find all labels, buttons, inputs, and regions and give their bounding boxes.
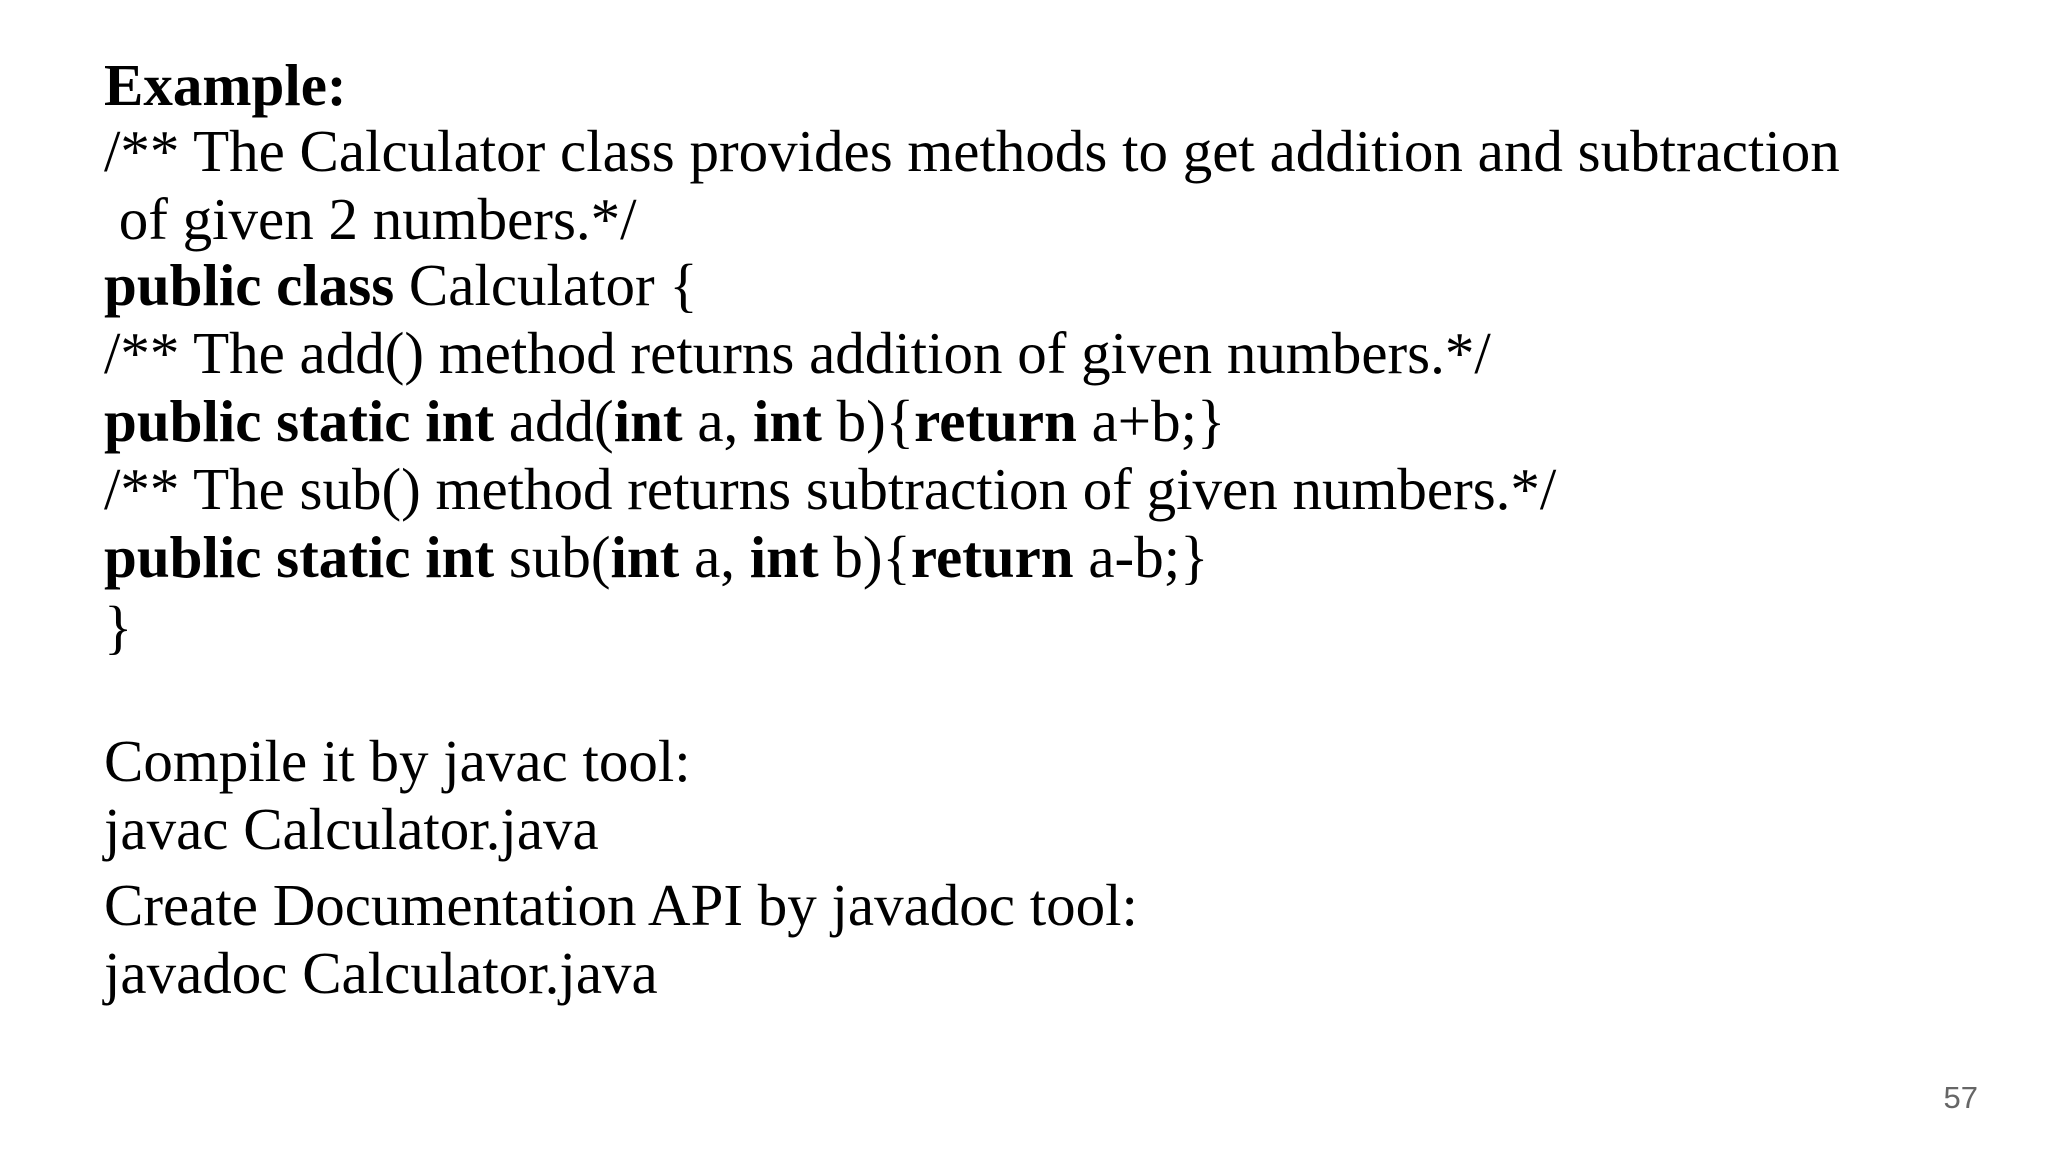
javadoc-command: javadoc Calculator.java	[104, 940, 658, 1006]
code-text: sub(	[494, 524, 611, 590]
class-comment-line-2: of given 2 numbers.*/	[104, 186, 637, 252]
keyword: int	[610, 524, 680, 590]
sub-method-line	[104, 524, 1208, 590]
documentation-label: Create Documentation API by javadoc tool:	[104, 872, 1138, 938]
compile-command: javac Calculator.java	[104, 796, 599, 862]
closing-brace: }	[104, 594, 133, 660]
keyword: int	[613, 388, 683, 454]
code-text: a+b;}	[1076, 388, 1226, 454]
class-comment-line-1: /** The Calculator class provides methods to get addition and subtraction	[104, 118, 1840, 184]
class-declaration	[104, 252, 698, 318]
sub-method-comment: /** The sub() method returns subtraction of given numbers.*/	[104, 456, 1557, 522]
code-text: a-b;}	[1073, 524, 1209, 590]
keyword: int	[753, 388, 822, 454]
add-method-line	[104, 388, 1225, 454]
code-text: add(	[494, 388, 614, 454]
keyword: return	[914, 388, 1077, 454]
keyword: public static int	[104, 388, 495, 454]
code-text: a,	[682, 388, 753, 454]
compile-label: Compile it by javac tool:	[104, 728, 691, 794]
add-method-comment: /** The add() method returns addition of given numbers.*/	[104, 320, 1491, 386]
keyword: return	[910, 524, 1074, 590]
keyword: int	[749, 524, 819, 590]
example-heading: Example:	[104, 52, 347, 118]
code-text: a,	[679, 524, 750, 590]
page-number: 57	[1943, 1080, 1978, 1115]
code-text: b){	[818, 524, 911, 590]
keyword-public-class: public class	[104, 252, 395, 318]
class-declaration-rest: Calculator {	[394, 252, 698, 318]
code-text: b){	[821, 388, 915, 454]
keyword: public static int	[104, 524, 495, 590]
